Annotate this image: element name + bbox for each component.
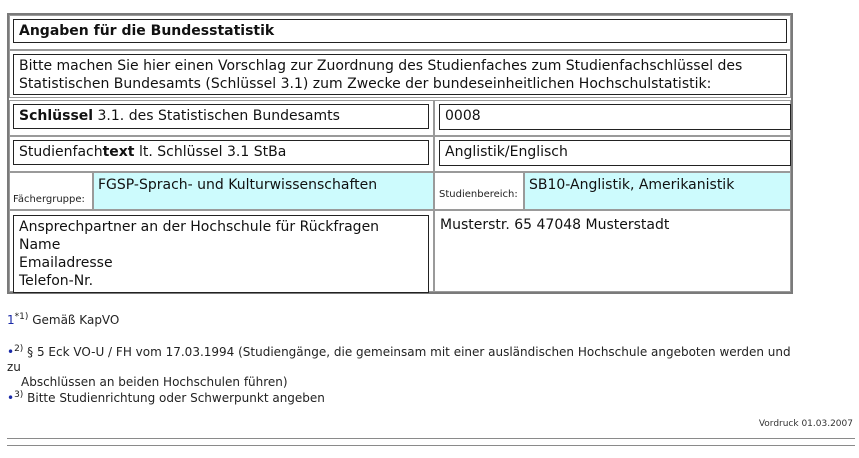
subject-label [13, 140, 429, 165]
divider-top [7, 438, 855, 439]
area-label: Studienbereich: [439, 189, 518, 200]
group-label: Fächergruppe: [13, 194, 85, 205]
footnote-2-text: § 5 Eck VO-U / FH vom 17.03.1994 (Studiengänge, die gemeinsam mit einer ausländischen Hochschule angeboten werden und zu [7, 345, 791, 374]
area-value: SB10-Anglistik, Amerikanistik [524, 172, 791, 210]
footnote-2-mark: • [7, 345, 15, 359]
vordruck-date: Vordruck 01.03.2007 [758, 419, 853, 429]
footnote-2-line2: Abschlüssen an beiden Hochschulen führen) [21, 375, 288, 389]
intro-text: Bitte machen Sie hier einen Vorschlag zur Zuordnung des Studienfaches zum Studienfachschlüssel des Statistischen Bundesamts (Schlüssel 3.1) zum Zwecke der bundeseinheitlichen Hochschulstatistik: [13, 54, 787, 95]
subject-value-field[interactable]: Anglistik/Englisch [439, 140, 791, 166]
footnote-3-mark: • [7, 391, 15, 405]
contact-line-partner: Ansprechpartner an der Hochschule für Rückfragen [19, 219, 380, 235]
divider-bottom [7, 445, 855, 446]
footnote-1-mark: 1 [7, 313, 15, 327]
footnote-1-text: Gemäß KapVO [28, 313, 120, 327]
bundesstatistik-form [7, 13, 793, 294]
footnote-2 [7, 345, 807, 390]
contact-value: Musterstr. 65 47048 Musterstadt [440, 217, 670, 233]
contact-label-box [13, 215, 429, 293]
key-label-rest: 3.1. des Statistischen Bundesamts [93, 108, 340, 124]
key-label [13, 104, 429, 129]
key-label-bold: Schlüssel [19, 108, 94, 124]
contact-line-phone: Telefon-Nr. [19, 273, 94, 289]
footnote-3-sup: 3) [14, 390, 24, 400]
footnote-1-sup: *1) [14, 312, 29, 322]
subject-label-bold: text [102, 144, 135, 160]
key-value-field[interactable]: 0008 [439, 104, 791, 130]
footnote-1 [7, 313, 807, 328]
footnote-3 [7, 391, 807, 406]
footnote-3-text: Bitte Studienrichtung oder Schwerpunkt angeben [23, 391, 325, 405]
subject-label-pre: Studienfach [19, 144, 103, 160]
contact-line-email: Emailadresse [19, 255, 113, 271]
form-title: Angaben für die Bundesstatistik [13, 19, 787, 43]
footnote-2-sup: 2) [14, 344, 24, 354]
group-value: FGSP-Sprach- und Kulturwissenschaften [93, 172, 434, 210]
contact-line-name: Name [19, 237, 61, 253]
subject-label-post: lt. Schlüssel 3.1 StBa [134, 144, 287, 160]
